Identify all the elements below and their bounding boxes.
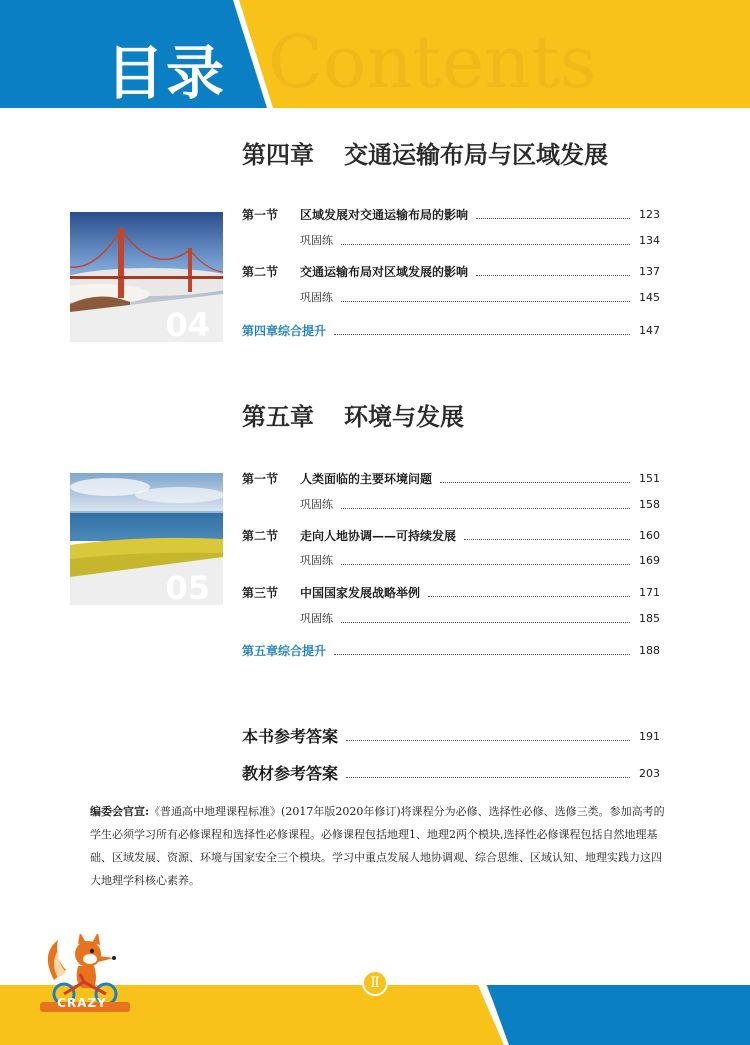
- leader-dots: [464, 539, 630, 540]
- chapter4-number-mark: 04: [165, 306, 210, 342]
- chapter4-number: 第四章: [242, 140, 314, 169]
- chapter4-name: 交通运输布局与区域发展: [344, 140, 608, 169]
- toc-row[interactable]: 巩固练 185: [242, 610, 660, 628]
- leader-dots: [346, 740, 630, 741]
- chapter5-title: [242, 402, 464, 432]
- notice-text: 《普通高中地理课程标准》(2017年版2020年修订)将课程分为必修、选择性必修、选修三类。参加高考的学生必须学习所有必修课程和选择性必修课程。必修课程包括地理1、地理2两个模块,选择性必修课程包括自然地理基础、区域发展、资源、环境与国家安全三个模块。学习中重点发展人地协调观、综合思维、区域认知、地理实践力这四大地理学科核心素养。: [90, 805, 665, 887]
- leader-dots: [341, 301, 630, 302]
- chapter4-bridge-photo: [70, 212, 223, 342]
- toc-row-chapter4-summary[interactable]: 第四章综合提升 147: [242, 324, 660, 338]
- mascot-label: CRAZY: [57, 996, 107, 1010]
- leader-dots: [341, 564, 630, 565]
- header-subtitle: Contents: [268, 20, 597, 104]
- chapter5-number-mark: 05: [165, 569, 210, 605]
- toc-row-chapter5-summary[interactable]: 第五章综合提升 188: [242, 644, 660, 658]
- leader-dots: [341, 244, 630, 245]
- page-number: 151: [639, 472, 660, 485]
- page-number: 160: [639, 529, 660, 542]
- toc-row[interactable]: 第二节 交通运输布局对区域发展的影响 137: [242, 265, 660, 279]
- leader-dots: [334, 654, 630, 655]
- toc-row-book-answers[interactable]: 本书参考答案 191: [242, 727, 660, 746]
- page-number: 171: [639, 586, 660, 599]
- leader-dots: [476, 275, 630, 276]
- toc-row[interactable]: 巩固练 169: [242, 552, 660, 570]
- toc-row[interactable]: 巩固练 145: [242, 289, 660, 307]
- toc-row[interactable]: 第三节 中国国家发展战略举例 171: [242, 586, 660, 600]
- leader-dots: [341, 508, 630, 509]
- chapter5-lake-photo: [70, 473, 223, 605]
- leader-dots: [341, 622, 630, 623]
- leader-dots: [334, 334, 630, 335]
- toc-row[interactable]: 第二节 走向人地协调——可持续发展 160: [242, 529, 660, 543]
- footer-banner-blue: [487, 985, 750, 1045]
- toc-row[interactable]: 巩固练 158: [242, 496, 660, 514]
- chapter5-number: 第五章: [242, 402, 314, 431]
- page-number: 158: [639, 498, 660, 511]
- leader-dots: [346, 777, 630, 778]
- chapter5-name: 环境与发展: [344, 402, 464, 431]
- page-number: 203: [639, 767, 660, 780]
- editorial-notice: [90, 800, 670, 892]
- toc-row-textbook-answers[interactable]: 教材参考答案 203: [242, 764, 660, 783]
- page-number: 185: [639, 612, 660, 625]
- page-number: 134: [639, 234, 660, 247]
- leader-dots: [476, 218, 630, 219]
- page-title: 目录: [106, 39, 227, 107]
- page-number: 191: [639, 730, 660, 743]
- page-number-badge: Ⅱ: [362, 970, 388, 996]
- toc-row[interactable]: 巩固练 134: [242, 232, 660, 250]
- toc-row[interactable]: 第一节 区域发展对交通运输布局的影响 123: [242, 208, 660, 222]
- page-number: 147: [639, 324, 660, 337]
- page-number: 188: [639, 644, 660, 657]
- leader-dots: [428, 596, 630, 597]
- chapter4-title: [242, 140, 608, 170]
- page-number: 169: [639, 554, 660, 567]
- toc-row[interactable]: 第一节 人类面临的主要环境问题 151: [242, 472, 660, 486]
- page-number: 145: [639, 291, 660, 304]
- leader-dots: [440, 482, 630, 483]
- page-number: 123: [639, 208, 660, 221]
- page-number: 137: [639, 265, 660, 278]
- notice-label: 编委会官宣:: [90, 805, 150, 818]
